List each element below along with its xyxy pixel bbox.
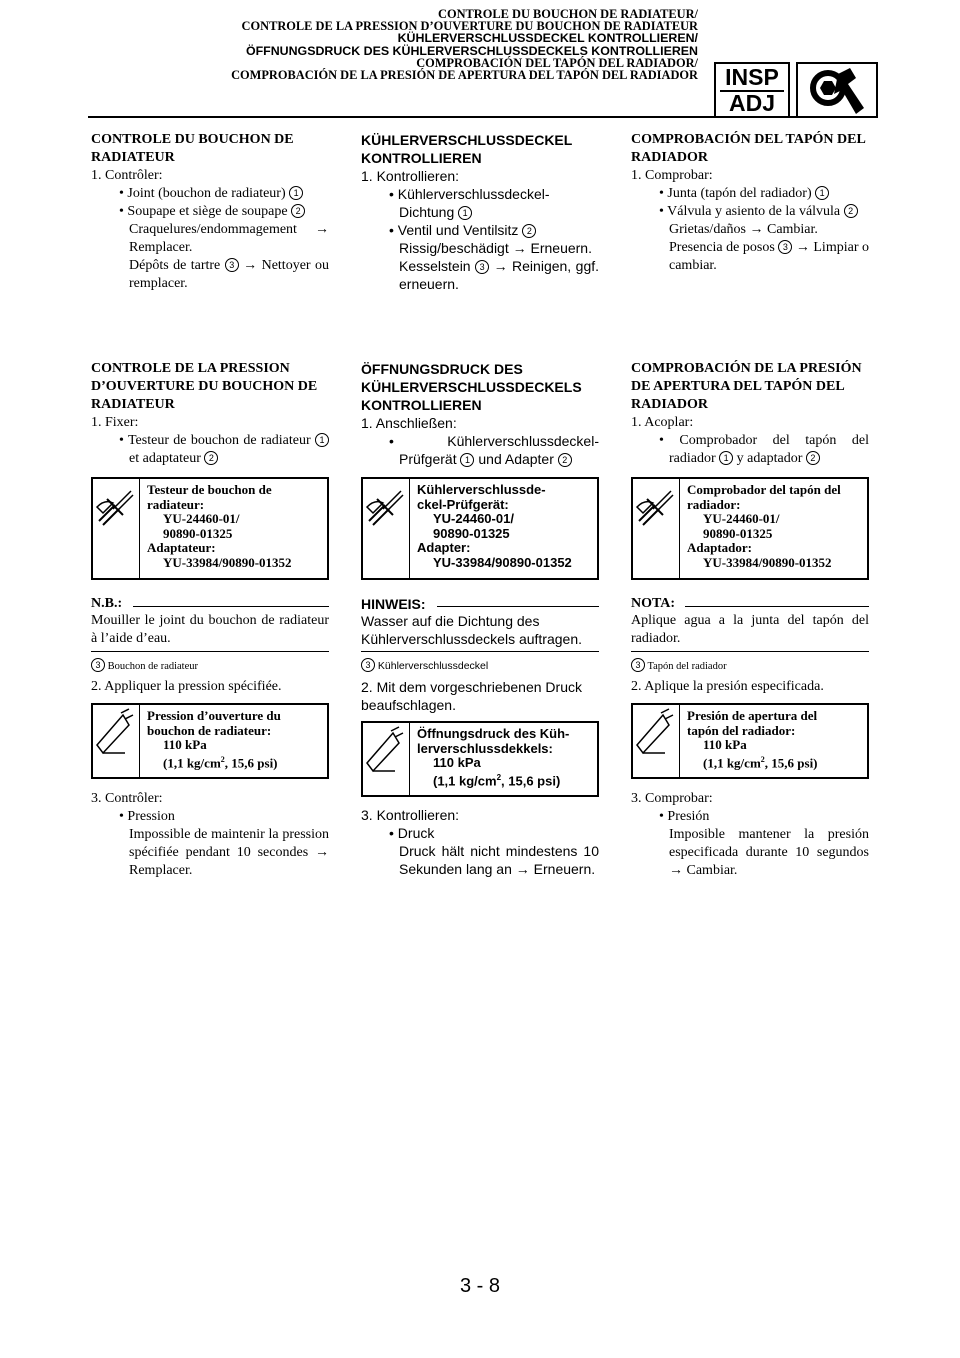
spec-box: Pression d’ouverture du bouchon de radiateur: 110 kPa (1,1 $kg/cm^2$, 15,6 psi) — [91, 703, 329, 779]
tool-icon — [633, 479, 680, 578]
header-line: COMPROBACIÓN DE LA PRESIÓN DE APERTURA DEL TAPÓN DEL RADIADOR — [231, 68, 698, 83]
header-line: CONTROLE DU BOUCHON DE RADIATEUR/ — [438, 7, 698, 21]
spec-icon — [363, 723, 410, 795]
tool-icon — [93, 479, 140, 578]
note-text: Wasser auf die Dichtung des Kühlerverschlussdeckels auftragen. — [361, 613, 583, 647]
note-label: N.B.: — [91, 596, 123, 611]
caption: 3 Kühlerverschlussdeckel — [361, 658, 599, 673]
note-text: Aplique agua a la junta del tapón del radiador. — [631, 613, 869, 646]
step: 2. Mit dem vorgeschriebenen Druck beaufschlagen. — [361, 679, 582, 713]
body-text: Imposible mantener la presión especificada durante 10 segundos → Cambiar. — [669, 827, 869, 878]
step: 1. Kontrollieren: — [361, 168, 460, 184]
step: 2. Aplique la presión especificada. — [631, 679, 824, 694]
badge-adj: ADJ — [728, 90, 775, 116]
note-label: NOTA: — [631, 596, 676, 611]
special-tool-box: Kühlerverschlussde- ckel-Prüfgerät: YU-24460-01/ 90890-01325 Adapter: YU-33984/90890-01352 — [361, 477, 599, 580]
step: 1. Fixer: — [91, 415, 139, 430]
step: 3. Kontrollieren: — [361, 807, 460, 823]
note-rule — [133, 606, 329, 607]
bullet-item: • Presión — [659, 809, 710, 824]
bullet-item: • Comprobador del tapón del radiador 1 y adaptador 2 — [659, 433, 869, 466]
insp-adj-badge — [714, 62, 790, 116]
step: 1. Contrôler: — [91, 168, 163, 183]
spec-box: Öffnungsdruck des Küh- lerverschlussdekkels: 110 kPa (1,1 $kg/cm^2$, 15,6 psi) — [361, 721, 599, 797]
header-line: KÜHLERVERSCHLUSSDECKEL KONTROLLIEREN/ — [397, 31, 698, 46]
header-line: CONTROLE DE LA PRESSION D’OUVERTURE DU BOUCHON DE RADIATEUR — [241, 19, 698, 34]
bullet-item: • Druck — [389, 825, 435, 841]
special-tool-box: Comprobador del tapón del radiador: YU-24460-01/ 90890-01325 Adaptador: YU-33984/90890-01352 — [631, 477, 869, 580]
step: 3. Contrôler: — [91, 791, 163, 806]
body-text: Impossible de maintenir la pression spécifiée pendant 10 secondes → Remplacer. — [129, 827, 329, 878]
section-title: KÜHLERVERSCHLUSSDECKEL KONTROLLIEREN — [361, 132, 573, 166]
tool-icon — [363, 479, 410, 578]
step: 2. Appliquer la pression spécifiée. — [91, 679, 282, 694]
page-number: 3 - 8 — [459, 1275, 501, 1297]
note-rule-end — [631, 651, 869, 652]
step: 1. Anschließen: — [361, 415, 457, 431]
note-label: HINWEIS: — [361, 596, 426, 612]
note-rule-end — [361, 651, 599, 652]
step: 1. Comprobar: — [631, 168, 713, 183]
note-rule-end — [91, 651, 329, 652]
step: 1. Acoplar: — [631, 415, 694, 430]
body-text: Craquelures/endommagement → Remplacer. — [129, 222, 329, 255]
spec-icon — [93, 705, 140, 777]
body-text: Druck hält nicht mindestens 10 Sekunden lang an → Erneuern. — [399, 843, 599, 877]
body-text: Rissig/beschädigt → Erneuern. — [399, 240, 592, 256]
note-text: Mouiller le joint du bouchon de radiateur à l’aide d’eau. — [91, 613, 329, 646]
bullet-item: • Válvula y asiento de la válvula 2 — [631, 203, 869, 221]
spec-icon — [633, 705, 680, 777]
body-text: Presencia de posos 3 → Limpiar o cambiar. — [669, 240, 869, 273]
bullet-item: • Testeur de bouchon de radiateur 1 et adaptateur 2 — [91, 432, 329, 468]
section-title: ÖFFNUNGSDRUCK DES KÜHLERVERSCHLUSSDECKELS KONTROLLIEREN — [361, 361, 582, 413]
caption: 3 Tapón del radiador — [631, 658, 869, 674]
section-title: CONTROLE DE LA PRESSION D’OUVERTURE DU BOUCHON DE RADIATEUR — [91, 361, 318, 412]
header-line: COMPROBACIÓN DEL TAPÓN DEL RADIADOR/ — [416, 55, 698, 70]
note-rule — [685, 606, 869, 607]
page-header-titles — [231, 8, 698, 81]
bullet-item: • Soupape et siège de soupape 2 — [91, 203, 329, 221]
body-text: Kesselstein 3 → Reinigen, ggf. erneuern. — [399, 258, 600, 292]
bullet-item: • Kühlerverschlussdeckel-Dichtung 1 — [389, 186, 550, 220]
bullet-item: • Kühlerverschlussdeckel-Prüfgerät 1 und Adapter 2 — [389, 433, 599, 467]
section-title: COMPROBACIÓN DEL TAPÓN DEL RADIADOR — [631, 132, 866, 165]
note-rule — [437, 606, 599, 607]
wrench-icon — [796, 62, 878, 116]
spec-box: Presión de apertura del tapón del radiador: 110 kPa (1,1 $kg/cm^2$, 15,6 psi) — [631, 703, 869, 779]
body-text: Grietas/daños → Cambiar. — [669, 222, 818, 237]
bullet-item: • Joint (bouchon de radiateur) 1 — [91, 185, 329, 203]
special-tool-box: Testeur de bouchon de radiateur: YU-24460-01/ 90890-01325 Adaptateur: YU-33984/90890-01352 — [91, 477, 329, 580]
bullet-item: • Ventil und Ventilsitz 2 — [361, 221, 599, 239]
bullet-item: • Pression — [119, 809, 175, 824]
body-text: Dépôts de tartre 3 → Nettoyer ou remplacer. — [129, 258, 330, 291]
badge-insp: INSP — [725, 64, 779, 90]
caption: 3 Bouchon de radiateur — [91, 658, 329, 674]
bullet-item: • Junta (tapón del radiador) 1 — [631, 185, 869, 203]
step: 3. Comprobar: — [631, 791, 713, 806]
section-title: COMPROBACIÓN DE LA PRESIÓN DE APERTURA DEL TAPÓN DEL RADIADOR — [631, 361, 862, 412]
header-rule — [88, 116, 878, 118]
header-line: ÖFFNUNGSDRUCK DES KÜHLERVERSCHLUSSDECKELS KONTROLLIEREN — [245, 43, 698, 58]
section-title: CONTROLE DU BOUCHON DE RADIATEUR — [91, 132, 294, 165]
